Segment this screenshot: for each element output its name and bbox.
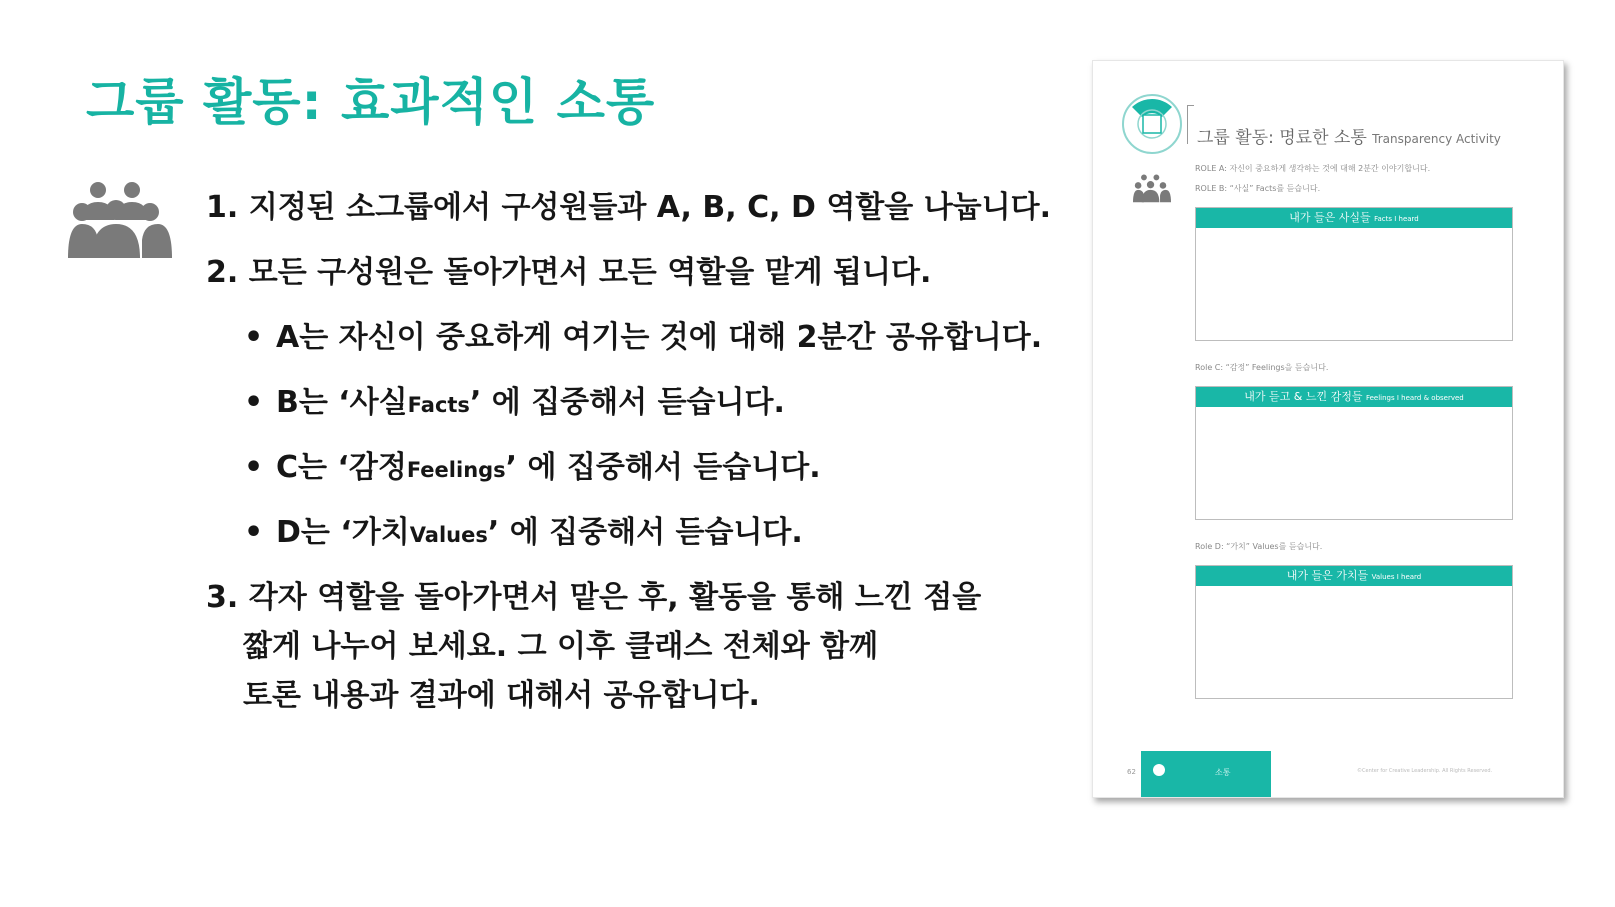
bullet-dot: •: [244, 385, 264, 420]
bullet-small-text: Values: [409, 523, 488, 547]
footer-label: 소통: [1215, 768, 1231, 777]
copyright-text: ©Center for Creative Leadership. All Rights Reserved.: [1357, 768, 1493, 774]
box-header-en: Values I heard: [1371, 573, 1422, 581]
footer-section-tab: [1141, 751, 1271, 797]
bullet-text-end: ’ 에 집중해서 듣습니다.: [487, 515, 803, 550]
role-d-text: Role D: “가치” Values를 듣습니다.: [1195, 542, 1323, 551]
bullet-role-a: [206, 318, 1066, 383]
step-1: 1. 지정된 소그룹에서 구성원들과 A, B, C, D 역할을 나눕니다.: [206, 190, 1052, 225]
bullet-text-end: ’ 에 집중해서 듣습니다.: [469, 385, 785, 420]
bullet-text: D는 ‘가치: [276, 515, 410, 550]
bullet-dot: •: [244, 515, 264, 550]
box-header-en: Feelings I heard & observed: [1365, 394, 1464, 402]
role-a-text: ROLE A: 자신이 중요하게 생각하는 것에 대해 2분간 이야기합니다.: [1195, 164, 1431, 173]
role-c-text: Role C: “감정” Feelings을 듣습니다.: [1195, 363, 1329, 372]
bullet-text-end: ’ 에 집중해서 듣습니다.: [505, 450, 821, 485]
workbook-title: 그룹 활동: 명료한 소통 Transparency Activity: [1197, 128, 1501, 148]
slide-title: 그룹 활동: 효과적인 소통: [86, 73, 656, 131]
step-3-line: 3. 각자 역할을 돌아가면서 맡은 후, 활동을 통해 느낀 점을: [206, 580, 982, 615]
step-3-line: 짧게 나누어 보세요. 그 이후 클래스 전체와 함께: [243, 629, 879, 664]
values-box: [1195, 565, 1513, 699]
feelings-box: [1195, 386, 1513, 520]
bullet-role-b: [206, 383, 1066, 448]
instruction-list: [206, 188, 1066, 725]
bullet-small-text: Feelings: [406, 458, 506, 482]
bullet-text: A는 자신이 중요하게 여기는 것에 대해 2분간 공유합니다.: [276, 320, 1043, 355]
workbook-title-en: Transparency Activity: [1372, 132, 1501, 146]
header-bracket: [1187, 105, 1194, 144]
role-b-text: ROLE B: “사실” Facts를 듣습니다.: [1195, 184, 1321, 193]
step-3: [206, 578, 1066, 725]
page-number: 62: [1127, 768, 1136, 776]
section-circle-icon: [1153, 764, 1165, 776]
bullet-role-c: [206, 448, 1066, 513]
workbook-page-thumbnail: [1092, 60, 1564, 798]
step-3-line: 토론 내용과 결과에 대해서 공유합니다.: [243, 678, 760, 713]
bullet-dot: •: [244, 320, 264, 355]
facts-box: [1195, 207, 1513, 341]
values-box-header: 내가 들은 가치들 Values I heard: [1196, 566, 1512, 586]
competency-wheel-icon: [1121, 93, 1183, 155]
bullet-role-d: [206, 513, 1066, 578]
bullet-small-text: Facts: [407, 393, 470, 417]
bullet-dot: •: [244, 450, 264, 485]
facts-box-header: 내가 들은 사실들 Facts I heard: [1196, 208, 1512, 228]
small-group-people-icon: [1133, 173, 1171, 203]
step-2: 2. 모든 구성원은 돌아가면서 모든 역할을 맡게 됩니다.: [206, 255, 932, 290]
bullet-text: B는 ‘사실: [276, 385, 408, 420]
box-header-en: Facts I heard: [1374, 215, 1419, 223]
bullet-text: C는 ‘감정: [276, 450, 407, 485]
group-people-icon: [68, 180, 172, 258]
feelings-box-header: 내가 듣고 & 느낀 감정들 Feelings I heard & observed: [1196, 387, 1512, 407]
